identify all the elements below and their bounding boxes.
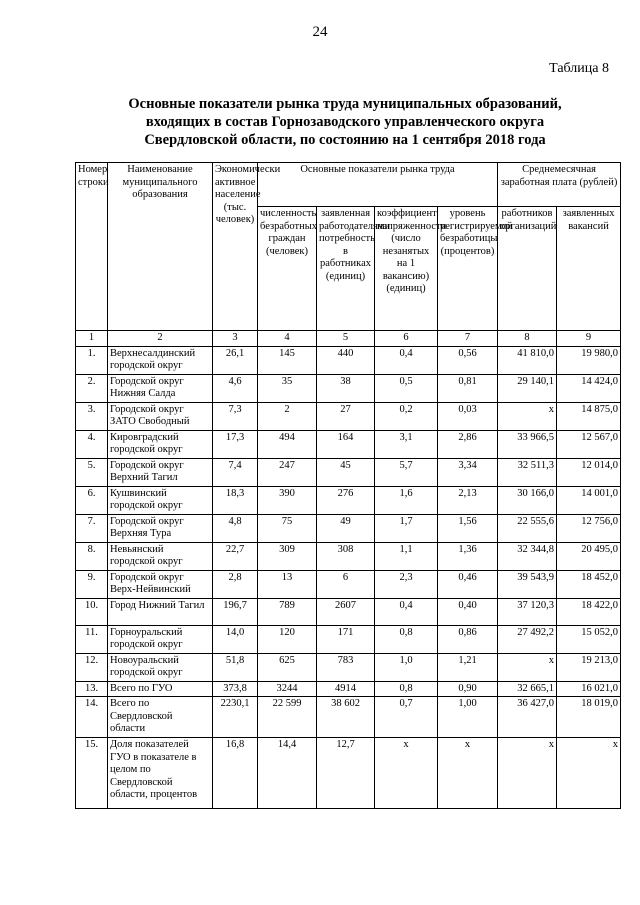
row-demand: 12,7 xyxy=(317,738,375,809)
row-unemployed: 247 xyxy=(258,458,317,486)
row-unemployed: 13 xyxy=(258,570,317,598)
row-name: Всего по Свердловской области xyxy=(108,697,213,738)
table-row xyxy=(76,402,621,430)
row-number: 12. xyxy=(76,653,108,681)
header-salary-org: работников организаций xyxy=(498,207,557,331)
table-row xyxy=(76,653,621,681)
row-rate: 0,81 xyxy=(438,374,498,402)
header-row-number: Номер строки xyxy=(76,163,108,331)
row-salary-vac: 18 422,0 xyxy=(557,598,621,625)
row-number: 2. xyxy=(76,374,108,402)
page-title xyxy=(80,95,610,149)
row-name: Всего по ГУО xyxy=(108,681,213,697)
table-row xyxy=(76,346,621,374)
column-number-row xyxy=(76,331,621,347)
row-unemployed: 494 xyxy=(258,430,317,458)
row-unemployed: 35 xyxy=(258,374,317,402)
row-econ-active: 2230,1 xyxy=(213,697,258,738)
column-number: 7 xyxy=(438,331,498,347)
row-salary-org: 33 966,5 xyxy=(498,430,557,458)
row-salary-org: 39 543,9 xyxy=(498,570,557,598)
row-number: 8. xyxy=(76,542,108,570)
row-salary-org: 32 344,8 xyxy=(498,542,557,570)
row-salary-org: 29 140,1 xyxy=(498,374,557,402)
row-rate: 0,56 xyxy=(438,346,498,374)
row-salary-vac: 14 875,0 xyxy=(557,402,621,430)
row-name: Новоуральский городской округ xyxy=(108,653,213,681)
row-salary-org: 41 810,0 xyxy=(498,346,557,374)
row-salary-vac: х xyxy=(557,738,621,809)
row-salary-vac: 20 495,0 xyxy=(557,542,621,570)
row-name: Городской округ Нижняя Салда xyxy=(108,374,213,402)
row-number: 10. xyxy=(76,598,108,625)
row-demand: 164 xyxy=(317,430,375,458)
row-salary-vac: 15 052,0 xyxy=(557,625,621,653)
row-name: Городской округ ЗАТО Свободный xyxy=(108,402,213,430)
row-demand: 440 xyxy=(317,346,375,374)
row-tension: 0,8 xyxy=(375,625,438,653)
row-salary-org: х xyxy=(498,653,557,681)
row-name: Кушвинский городской округ xyxy=(108,486,213,514)
header-econ-active: Экономически активное население (тыс. человек) xyxy=(213,163,258,331)
row-salary-org: 32 665,1 xyxy=(498,681,557,697)
header-salary-group: Среднемесячная заработная плата (рублей) xyxy=(498,163,621,207)
table-row xyxy=(76,697,621,738)
row-unemployed: 625 xyxy=(258,653,317,681)
row-number: 15. xyxy=(76,738,108,809)
row-demand: 27 xyxy=(317,402,375,430)
row-name: Городской округ Верхняя Тура xyxy=(108,514,213,542)
row-number: 9. xyxy=(76,570,108,598)
row-econ-active: 373,8 xyxy=(213,681,258,697)
row-econ-active: 16,8 xyxy=(213,738,258,809)
row-rate: 0,90 xyxy=(438,681,498,697)
row-econ-active: 196,7 xyxy=(213,598,258,625)
table-row xyxy=(76,542,621,570)
row-demand: 276 xyxy=(317,486,375,514)
row-demand: 38 xyxy=(317,374,375,402)
row-unemployed: 789 xyxy=(258,598,317,625)
row-rate: 1,56 xyxy=(438,514,498,542)
column-number: 9 xyxy=(557,331,621,347)
row-unemployed: 75 xyxy=(258,514,317,542)
header-name: Наименование муниципального образования xyxy=(108,163,213,331)
row-econ-active: 4,8 xyxy=(213,514,258,542)
row-salary-vac: 12 567,0 xyxy=(557,430,621,458)
row-number: 14. xyxy=(76,697,108,738)
row-tension: 0,5 xyxy=(375,374,438,402)
row-name: Городской округ Верхний Тагил xyxy=(108,458,213,486)
title-line-1: Основные показатели рынка труда муниципальных образований, xyxy=(128,96,562,112)
table-row xyxy=(76,625,621,653)
row-unemployed: 309 xyxy=(258,542,317,570)
row-name: Горноуральский городской округ xyxy=(108,625,213,653)
column-number: 5 xyxy=(317,331,375,347)
row-tension: 2,3 xyxy=(375,570,438,598)
table-body xyxy=(76,346,621,809)
row-number: 11. xyxy=(76,625,108,653)
page-number: 24 xyxy=(312,24,328,40)
row-name: Кировградский городской округ xyxy=(108,430,213,458)
row-econ-active: 7,4 xyxy=(213,458,258,486)
row-salary-org: 22 555,6 xyxy=(498,514,557,542)
row-rate: 1,36 xyxy=(438,542,498,570)
row-tension: 0,8 xyxy=(375,681,438,697)
row-econ-active: 17,3 xyxy=(213,430,258,458)
row-demand: 783 xyxy=(317,653,375,681)
row-salary-vac: 14 424,0 xyxy=(557,374,621,402)
row-tension: х xyxy=(375,738,438,809)
table-label: Таблица 8 xyxy=(549,61,609,76)
table-row xyxy=(76,430,621,458)
row-number: 6. xyxy=(76,486,108,514)
row-tension: 1,7 xyxy=(375,514,438,542)
row-number: 3. xyxy=(76,402,108,430)
row-name: Доля показателей ГУО в показателе в целом по Свердловской области, процентов xyxy=(108,738,213,809)
title-line-3: Свердловской области, по состоянию на 1 сентября 2018 года xyxy=(144,132,546,148)
row-rate: 2,13 xyxy=(438,486,498,514)
row-salary-vac: 16 021,0 xyxy=(557,681,621,697)
row-econ-active: 7,3 xyxy=(213,402,258,430)
header-demand: заявленная работодателями потребность в работниках (единиц) xyxy=(317,207,375,331)
column-number: 3 xyxy=(213,331,258,347)
row-rate: 0,40 xyxy=(438,598,498,625)
row-unemployed: 3244 xyxy=(258,681,317,697)
column-number: 1 xyxy=(76,331,108,347)
row-econ-active: 26,1 xyxy=(213,346,258,374)
row-name: Верхнесалдинский городской округ xyxy=(108,346,213,374)
row-number: 7. xyxy=(76,514,108,542)
table-row xyxy=(76,598,621,625)
labor-market-table xyxy=(75,162,621,809)
row-tension: 1,0 xyxy=(375,653,438,681)
row-tension: 0,2 xyxy=(375,402,438,430)
table-row xyxy=(76,738,621,809)
row-demand: 4914 xyxy=(317,681,375,697)
row-tension: 1,6 xyxy=(375,486,438,514)
row-salary-org: 32 511,3 xyxy=(498,458,557,486)
table-row xyxy=(76,374,621,402)
row-unemployed: 120 xyxy=(258,625,317,653)
row-econ-active: 4,6 xyxy=(213,374,258,402)
row-demand: 2607 xyxy=(317,598,375,625)
row-rate: 1,00 xyxy=(438,697,498,738)
row-tension: 0,4 xyxy=(375,346,438,374)
table-row xyxy=(76,514,621,542)
table-row xyxy=(76,681,621,697)
row-name: Невьянский городской округ xyxy=(108,542,213,570)
row-unemployed: 390 xyxy=(258,486,317,514)
row-unemployed: 2 xyxy=(258,402,317,430)
row-salary-vac: 19 980,0 xyxy=(557,346,621,374)
row-number: 1. xyxy=(76,346,108,374)
row-econ-active: 22,7 xyxy=(213,542,258,570)
row-rate: 2,86 xyxy=(438,430,498,458)
row-rate: 0,86 xyxy=(438,625,498,653)
row-salary-vac: 18 019,0 xyxy=(557,697,621,738)
row-demand: 49 xyxy=(317,514,375,542)
row-salary-org: 37 120,3 xyxy=(498,598,557,625)
row-rate: 0,46 xyxy=(438,570,498,598)
row-econ-active: 14,0 xyxy=(213,625,258,653)
table-row xyxy=(76,458,621,486)
row-unemployed: 22 599 xyxy=(258,697,317,738)
row-demand: 45 xyxy=(317,458,375,486)
row-unemployed: 145 xyxy=(258,346,317,374)
header-tension: коэффициент напряженности (число незанятых на 1 вакансию) (единиц) xyxy=(375,207,438,331)
row-name: Город Нижний Тагил xyxy=(108,598,213,625)
row-rate: х xyxy=(438,738,498,809)
row-rate: 1,21 xyxy=(438,653,498,681)
table-row xyxy=(76,486,621,514)
row-number: 5. xyxy=(76,458,108,486)
row-salary-org: х xyxy=(498,738,557,809)
row-salary-vac: 12 014,0 xyxy=(557,458,621,486)
row-number: 13. xyxy=(76,681,108,697)
row-tension: 0,4 xyxy=(375,598,438,625)
title-line-2: входящих в состав Горнозаводского управленческого округа xyxy=(145,114,545,130)
row-salary-vac: 14 001,0 xyxy=(557,486,621,514)
row-demand: 6 xyxy=(317,570,375,598)
row-rate: 0,03 xyxy=(438,402,498,430)
row-demand: 171 xyxy=(317,625,375,653)
row-salary-org: 27 492,2 xyxy=(498,625,557,653)
row-econ-active: 2,8 xyxy=(213,570,258,598)
column-number: 6 xyxy=(375,331,438,347)
row-salary-vac: 19 213,0 xyxy=(557,653,621,681)
row-tension: 5,7 xyxy=(375,458,438,486)
header-labor-group: Основные показатели рынка труда xyxy=(258,163,498,207)
row-demand: 38 602 xyxy=(317,697,375,738)
row-number: 4. xyxy=(76,430,108,458)
row-salary-vac: 18 452,0 xyxy=(557,570,621,598)
row-tension: 0,7 xyxy=(375,697,438,738)
row-econ-active: 18,3 xyxy=(213,486,258,514)
row-salary-org: х xyxy=(498,402,557,430)
row-unemployed: 14,4 xyxy=(258,738,317,809)
row-salary-org: 36 427,0 xyxy=(498,697,557,738)
row-demand: 308 xyxy=(317,542,375,570)
column-number: 2 xyxy=(108,331,213,347)
row-rate: 3,34 xyxy=(438,458,498,486)
header-salary-vac: заявленных вакансий xyxy=(557,207,621,331)
table-row xyxy=(76,570,621,598)
column-number: 4 xyxy=(258,331,317,347)
column-number: 8 xyxy=(498,331,557,347)
header-unemployed: численность безработных граждан (человек) xyxy=(258,207,317,331)
row-econ-active: 51,8 xyxy=(213,653,258,681)
row-tension: 1,1 xyxy=(375,542,438,570)
row-salary-vac: 12 756,0 xyxy=(557,514,621,542)
header-rate: уровень регистрируемой безработицы (процентов) xyxy=(438,207,498,331)
row-name: Городской округ Верх-Нейвинский xyxy=(108,570,213,598)
row-tension: 3,1 xyxy=(375,430,438,458)
row-salary-org: 30 166,0 xyxy=(498,486,557,514)
